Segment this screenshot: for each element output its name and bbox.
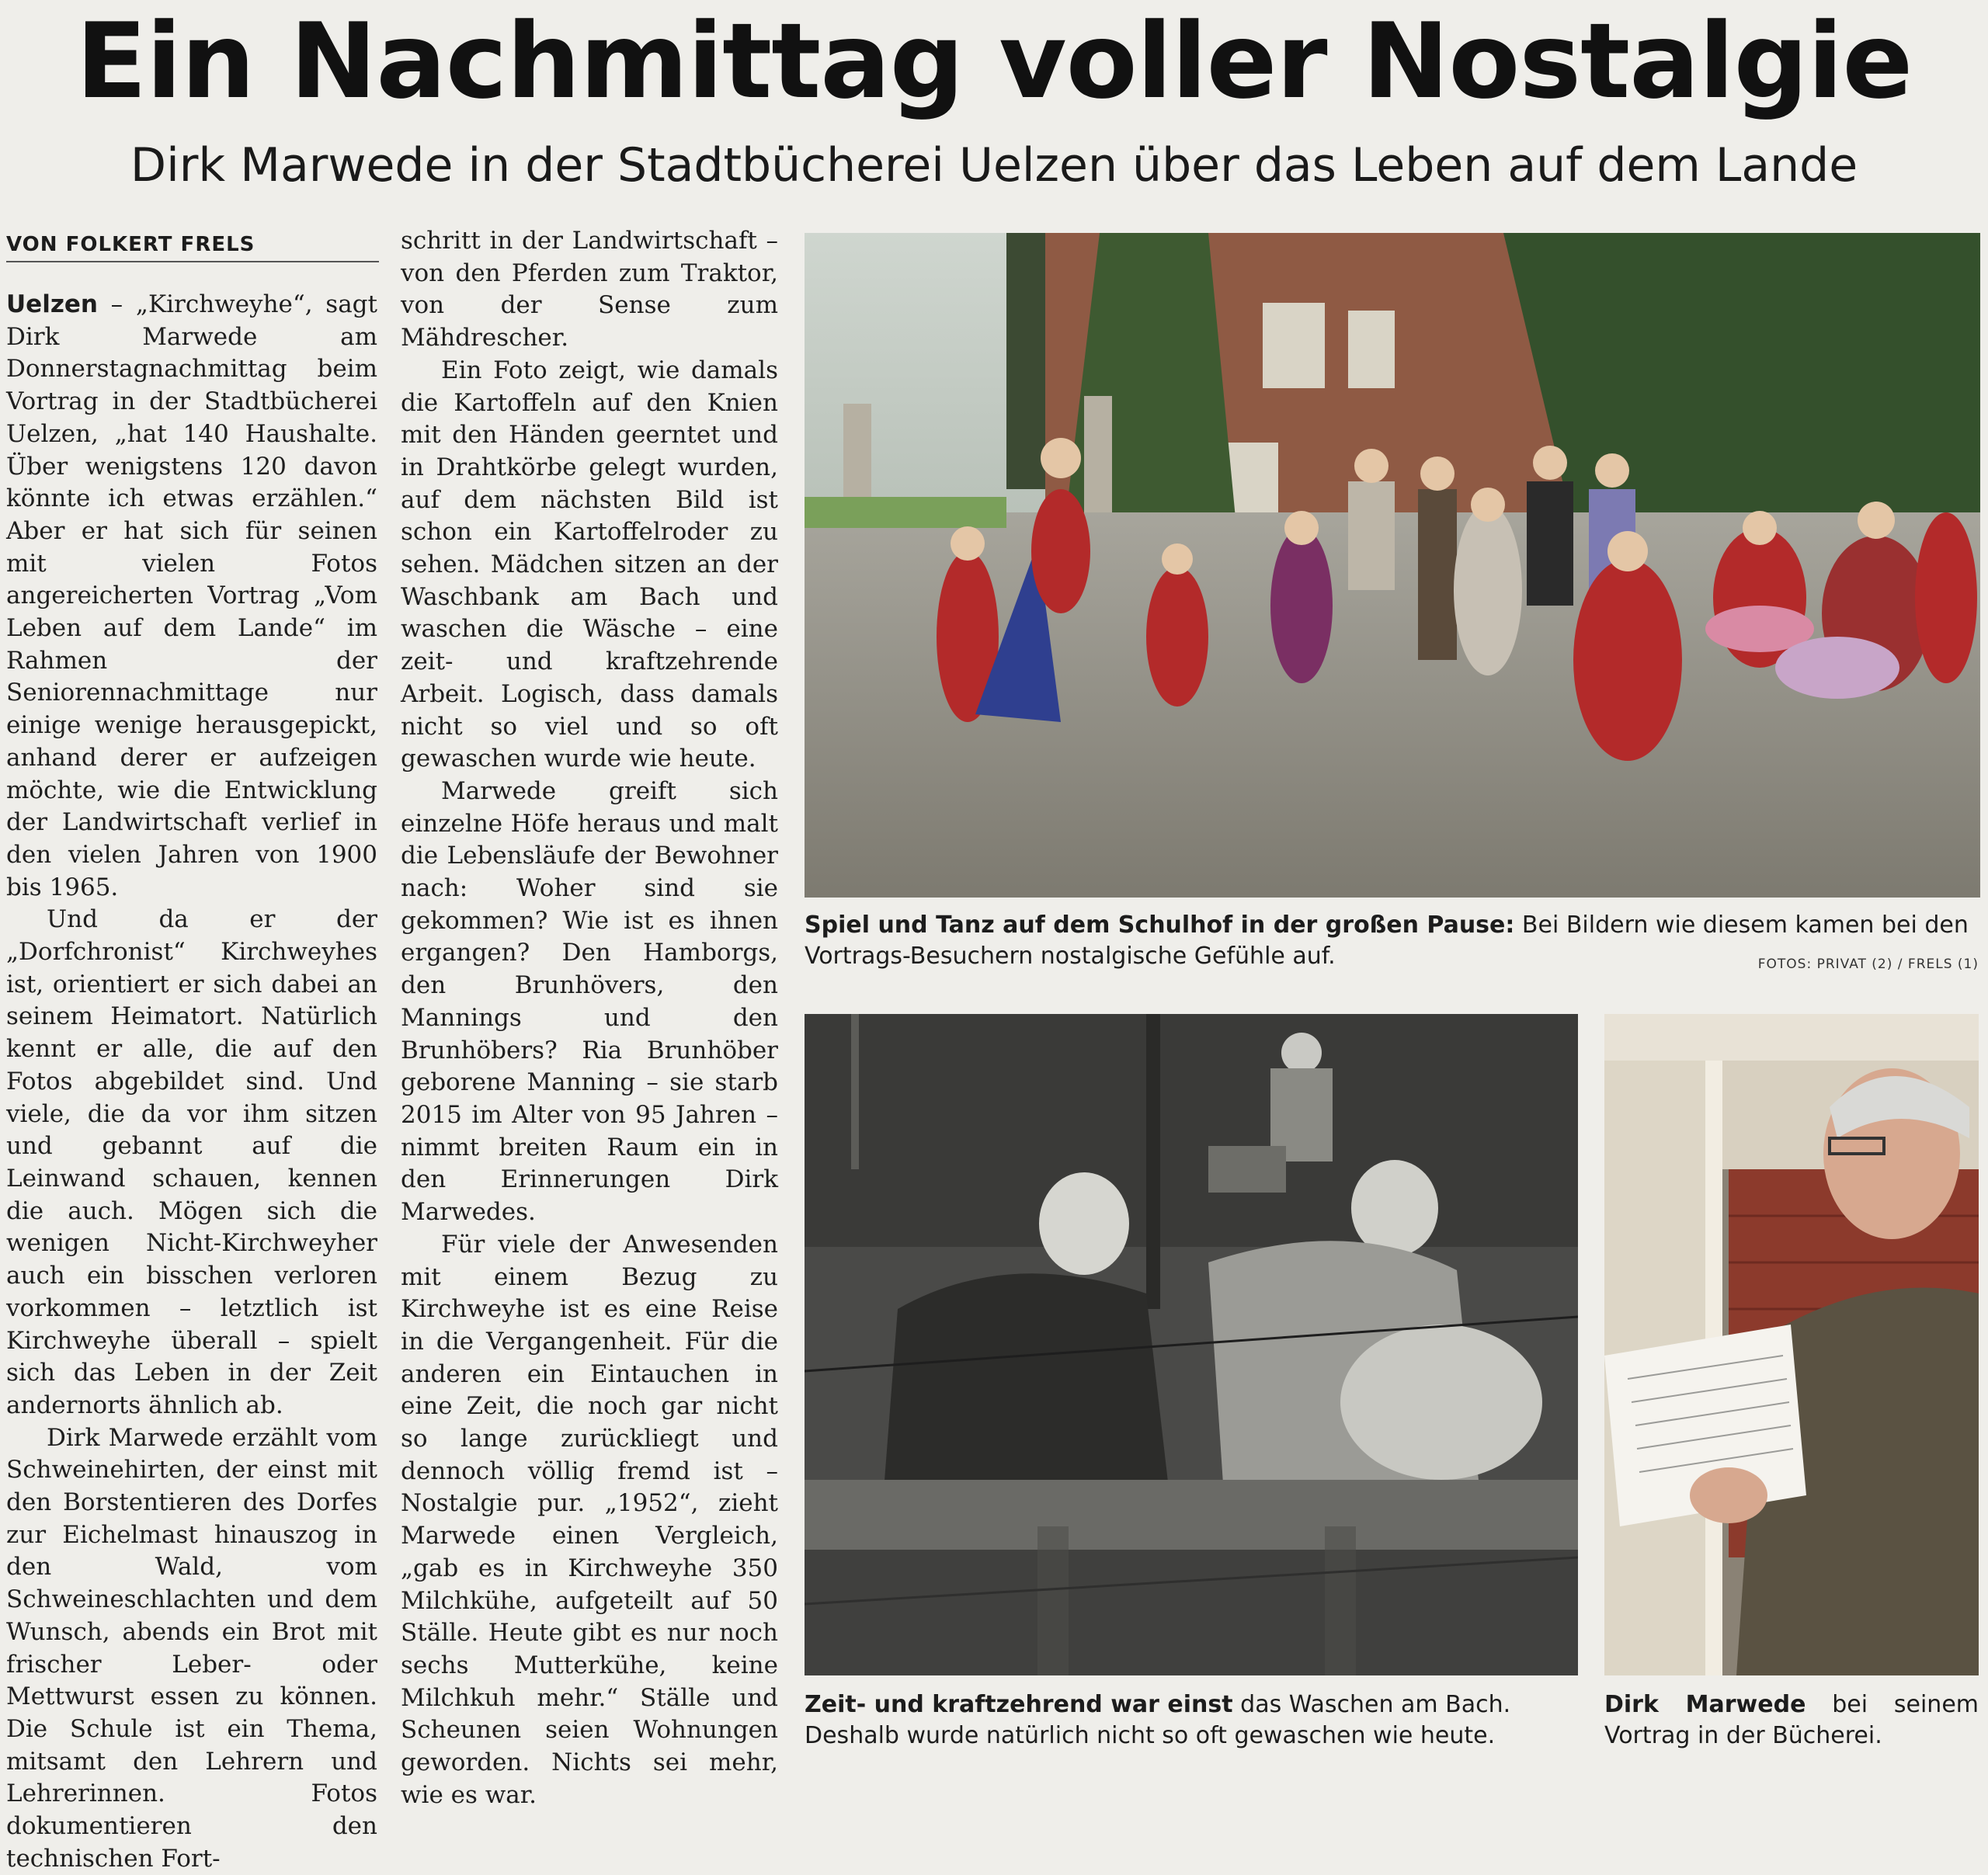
schoolyard-photo-illustration: [805, 233, 1980, 898]
paragraph: Ein Foto zeigt, wie damals die Kartoffeln auf den Knien mit den Händen geerntet und in Drahtkörbe gelegt wurden, auf dem nächsten Bild ist schon ein Kartoffelroder zu sehen. Mädchen sitzen an der Waschbank am Bach und waschen die Wäsche – eine zeit- und kraftzehrende Arbeit. Logisch, dass damals nicht so viel und so oft gewaschen wurde wie heute.: [401, 356, 778, 773]
speaker-photo-illustration: [1604, 1014, 1979, 1675]
paragraph: Für viele der Anwesenden mit einem Bezug zu Kirchweyhe ist es eine Reise in die Vergangenheit. Für die anderen ein Eintauchen in eine Zeit, die noch gar nicht so lange zurückliegt und dennoch völlig fremd ist – Nostalgie pur. „1952“, zieht Marwede einen Vergleich, „gab es in Kirchweyhe 350 Milchkühe, aufgeteilt auf 50 Ställe. Heute gibt es nur noch sechs Mutterkühe, keine Milchkuh mehr.“ Ställe und Scheunen seien Wohnungen geworden. Nichts sei mehr, wie es war.: [401, 1230, 778, 1809]
schoolyard-photo: [805, 233, 1980, 898]
byline: VON FOLKERT FRELS: [6, 231, 379, 262]
caption-lead: Zeit- und kraftzehrend war einst: [805, 1691, 1233, 1718]
photo-credit: FOTOS: PRIVAT (2) / FRELS (1): [1757, 957, 1979, 972]
article-column-1: [6, 289, 377, 1875]
paragraph: Marwede greift sich einzelne Höfe heraus und malt die Lebensläufe der Bewohner nach: Woher sind sie gekommen? Wie ist es ihnen ergangen? Den Hamborgs, den Brunhövers, den Mannings und den Brunhöbers? Ria Brunhöber geborene Manning – sie starb 2015 im Alter von 95 Jahren – nimmt breiten Raum ein in den Erinnerungen Dirk Marwedes.: [401, 776, 778, 1227]
speaker-photo-caption: [1604, 1689, 1979, 1752]
dateline: Uelzen: [6, 290, 98, 318]
washing-photo: [805, 1014, 1578, 1675]
caption-lead: Spiel und Tanz auf dem Schulhof in der großen Pause:: [805, 911, 1515, 939]
paragraph: schritt in der Landwirtschaft – von den Pferden zum Traktor, von der Sense zum Mähdrescher.: [401, 227, 778, 352]
caption-text: Bei Bildern wie diesem kamen bei den Vortrags-Besuchern nostalgische Gefühle auf.: [805, 911, 1969, 970]
paragraph: Und da er der „Dorfchronist“ Kirchweyhes ist, orientiert er sich dabei an seinem Heimatort. Natürlich kennt er alle, die auf den Fotos abgebildet sind. Und viele, die da vor ihm sitzen und gebannt auf die Leinwand schauen, kennen die auch. Mögen sich die wenigen Nicht-Kirchweyher auch ein bisschen verloren vorkommen – letztlich ist Kirchweyhe überall – spielt sich das Leben in der Zeit andernorts ähnlich ab.: [6, 905, 377, 1419]
caption-lead: Dirk Marwede: [1604, 1691, 1806, 1718]
subheadline: Dirk Marwede in der Stadtbücherei Uelzen über das Leben auf dem Lande: [130, 138, 1858, 193]
paragraph: [6, 289, 377, 904]
washing-photo-illustration: [805, 1014, 1578, 1675]
headline: Ein Nachmittag voller Nostalgie: [75, 1, 1913, 122]
paragraph-text: – „Kirchweyhe“, sagt Dirk Marwede am Donnerstagnachmittag beim Vortrag in der Stadtbücherei Uelzen, „hat 140 Haushalte. Über wenigstens 120 davon könnte ich etwas erzählen.“ Aber er hat sich für seinen mit vielen Fotos angereicherten Vortrag „Vom Leben auf dem Lande“ im Rahmen der Seniorennachmittage nur einige wenige herausgepickt, anhand derer er aufzeigen möchte, wie die Entwicklung der Landwirtschaft verlief in den vielen Jahren von 1900 bis 1965.: [6, 290, 377, 901]
caption-text: bei seinem Vortrag in der Bücherei.: [1604, 1691, 1979, 1749]
washing-photo-caption: [805, 1689, 1581, 1752]
article-column-2: [401, 225, 778, 1811]
paragraph: Dirk Marwede erzählt vom Schweinehirten, der einst mit den Borstentieren des Dorfes zur Eichelmast hinauszog in den Wald, vom Schweineschlachten und dem Wunsch, abends ein Brot mit frischer Leber- oder Mettwurst essen zu können. Die Schule ist ein Thema, mitsamt den Lehrern und Lehrerinnen. Fotos dokumentieren den technischen Fort-: [6, 1423, 377, 1873]
speaker-photo: [1604, 1014, 1979, 1675]
caption-text: das Waschen am Bach. Deshalb wurde natürlich nicht so oft gewaschen wie heute.: [805, 1691, 1511, 1749]
